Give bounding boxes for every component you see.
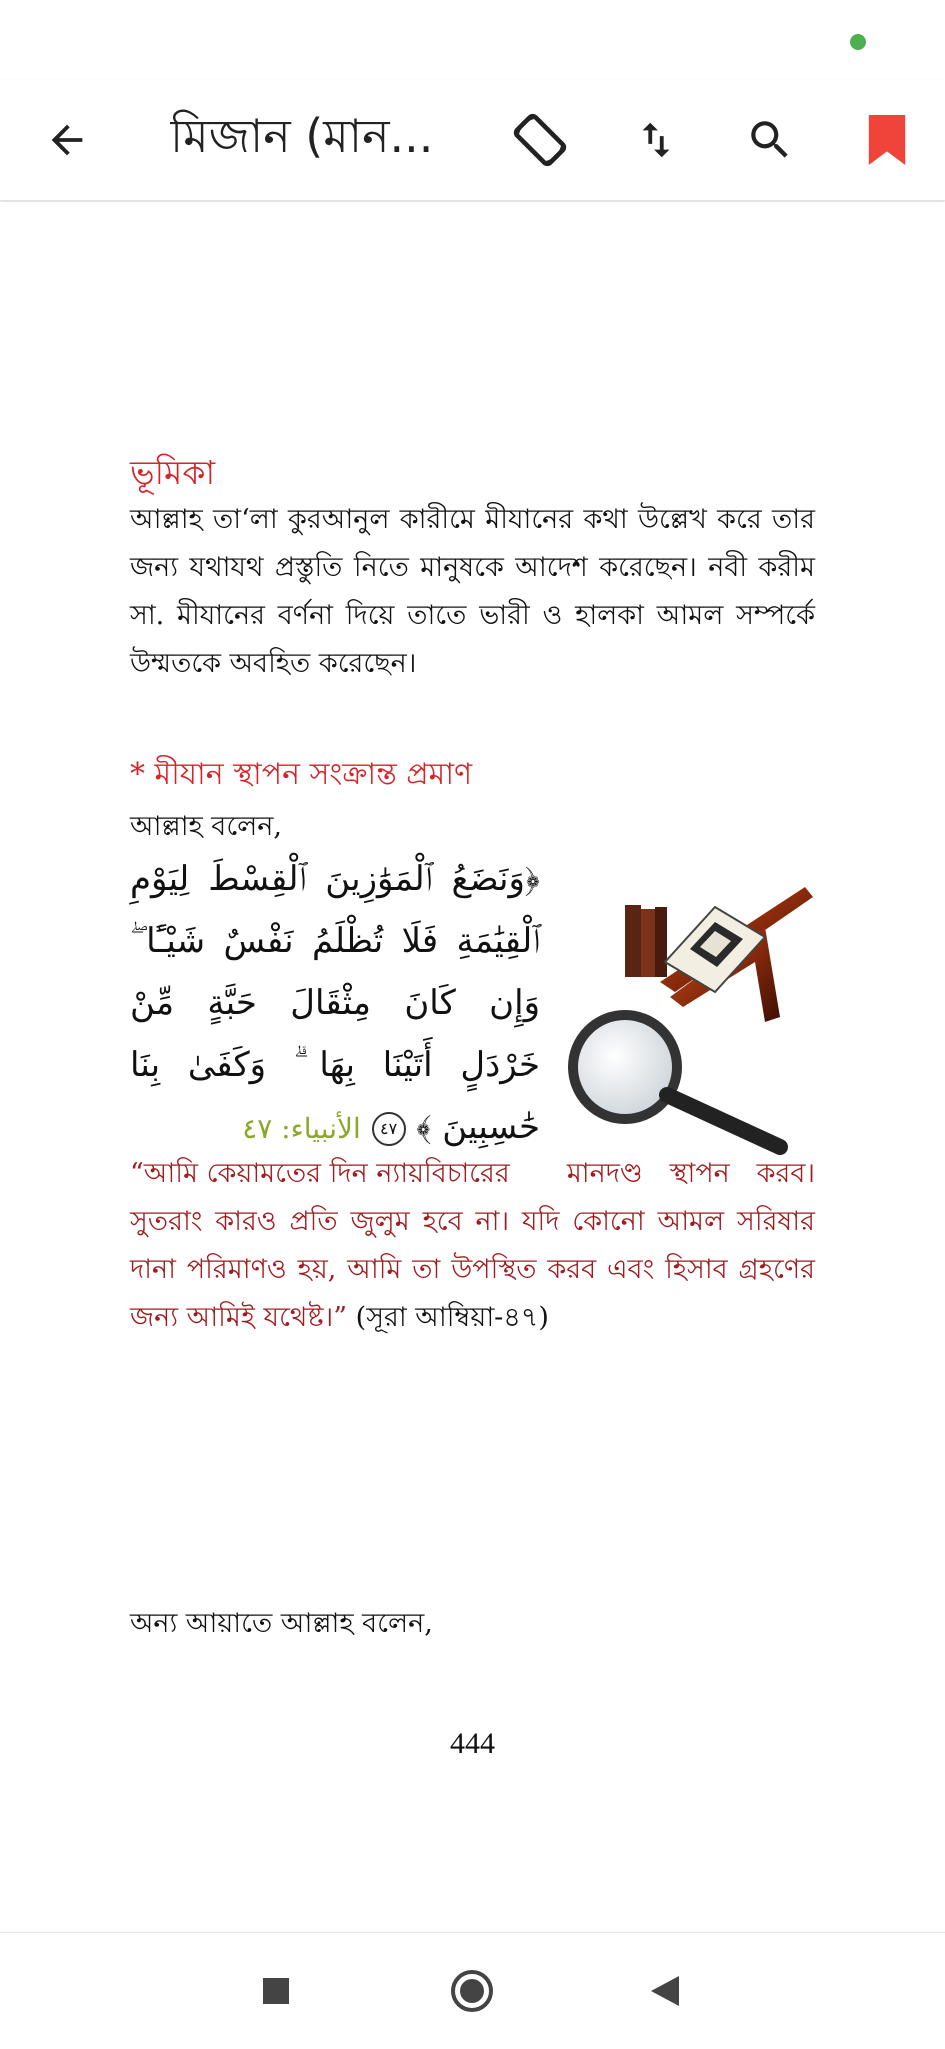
next-line: অন্য আয়াতে আল্লাহ বলেন,: [130, 1608, 433, 1639]
recents-square-icon[interactable]: [231, 1933, 321, 2049]
quran-stand-illustration: [565, 867, 825, 1167]
swap-vertical-icon[interactable]: [614, 80, 698, 200]
status-indicator-dot: [850, 34, 866, 50]
arabic-verse-block: ﴿وَنَضَعُ ٱلْمَوَٰزِينَ ٱلْقِسْطَ لِيَوْمِ ٱلْقِيَٰمَةِ فَلَا تُظْلَمُ نَفْسٌ شَيْـًٔا ۖ وَإِن كَانَ مِثْقَالَ حَبَّةٍ مِّنْ خَرْدَلٍ أَتَيْنَا بِهَا ۗ وَكَفَىٰ بِنَا حَٰسِبِينَ ﴾ ٤٧ الأنبياء: ٤٧: [130, 859, 540, 1147]
screen-rotate-icon[interactable]: [498, 80, 582, 200]
home-circle-icon[interactable]: [427, 1933, 517, 2049]
translation-first-line: “আমি কেয়ামতের দিন ন্যায়বিচারের: [130, 1158, 510, 1189]
bookmark-icon[interactable]: [845, 80, 929, 200]
page-number: 444: [450, 1727, 495, 1760]
translation-paragraph: [130, 1150, 815, 1342]
translation-citation: (সূরা আম্বিয়া-৪৭): [355, 1302, 549, 1333]
sub-heading: * মীযান স্থাপন সংক্রান্ত প্রমাণ: [130, 757, 473, 792]
status-bar: [0, 0, 945, 80]
arabic-verse: ﴿وَنَضَعُ ٱلْمَوَٰزِينَ ٱلْقِسْطَ لِيَوْمِ ٱلْقِيَٰمَةِ فَلَا تُظْلَمُ نَفْسٌ شَيْـًٔا ۖ وَإِن كَانَ مِثْقَالَ حَبَّةٍ مِّنْ خَرْدَلٍ أَتَيْنَا بِهَا ۗ وَكَفَىٰ بِنَا حَٰسِبِينَ: [130, 859, 540, 1147]
app-bar: [0, 80, 945, 201]
intro-paragraph: আল্লাহ তা‘লা কুরআনুল কারীমে মীযানের কথা উল্লেখ করে তার জন্য যথাযথ প্রস্তুতি নিতে মানুষকে আদেশ করেছেন। নবী করীম সা. মীযানের বর্ণনা দিয়ে তাতে ভারী ও হালকা আমল সম্পর্কে উম্মতকে অবহিত করেছেন।: [130, 504, 815, 679]
document-page[interactable]: [0, 202, 945, 1930]
back-triangle-icon[interactable]: [620, 1933, 710, 2049]
translation-text: মানদণ্ড স্থাপন করব। সুতরাং কারও প্রতি জুলুম হবে না। যদি কোনো আমল সরিষার দানা পরিমাণও হয়, আমি তা উপস্থিত করব এবং হিসাব গ্রহণের জন্য আমিই যথেষ্ট।”: [130, 1158, 815, 1333]
quote-intro-line: আল্লাহ বলেন,: [130, 811, 282, 842]
back-arrow-icon[interactable]: [25, 80, 109, 200]
document-title: মিজান (মান...: [170, 109, 434, 163]
ayah-number: ٤٧: [372, 1112, 406, 1146]
system-nav-bar: [0, 1932, 945, 2049]
search-icon[interactable]: [728, 80, 812, 200]
section-heading: ভূমিকা: [130, 453, 216, 492]
arabic-reference: الأنبياء: ٤٧: [242, 1112, 361, 1145]
